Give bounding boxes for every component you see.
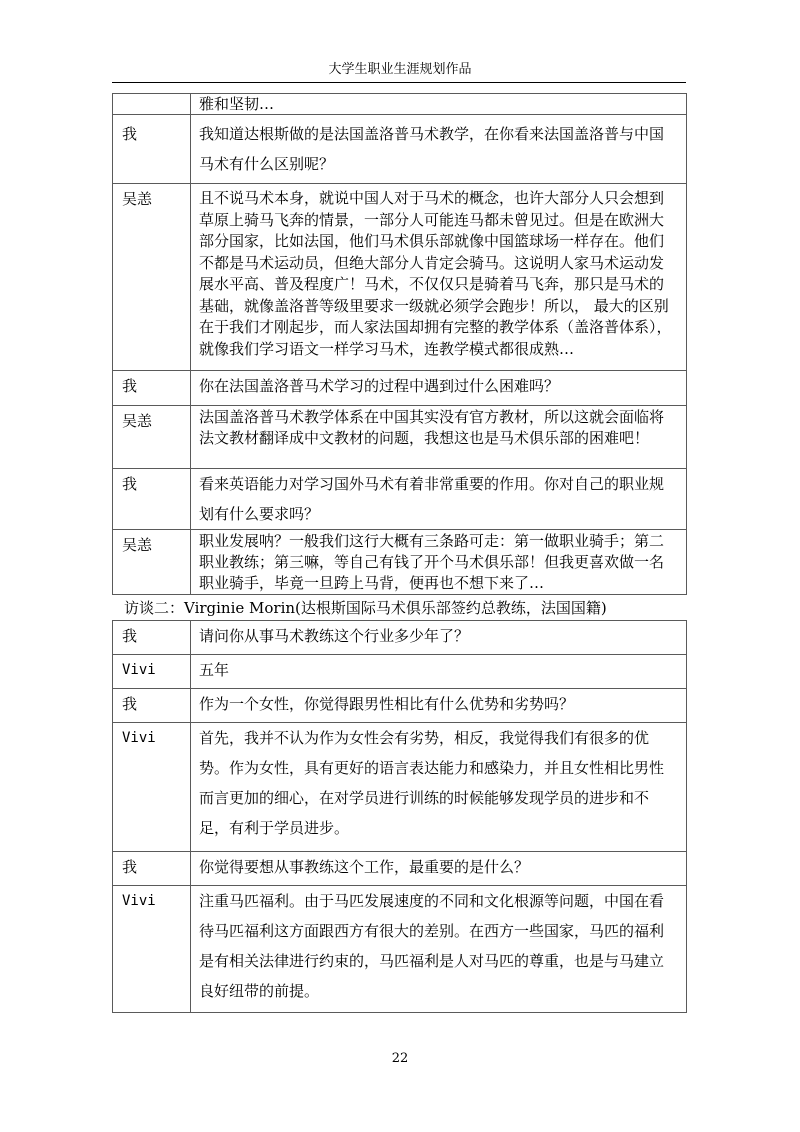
question-cell: 看来英语能力对学习国外马术有着非常重要的作用。你对自己的职业规划有什么要求吗？	[191, 469, 687, 530]
header-divider	[112, 82, 686, 83]
answer-cell: 法国盖洛普马术教学体系在中国其实没有官方教材，所以这就会面临将法文教材翻译成中文教材的问题，我想这也是马术俱乐部的困难吧！	[191, 406, 687, 469]
question-cell: 你觉得要想从事教练这个工作，最重要的是什么？	[191, 852, 687, 886]
speaker-cell: 我	[113, 621, 191, 655]
speaker-cell: Vivi	[113, 886, 191, 1013]
table-row	[113, 469, 687, 530]
answer-cell: 注重马匹福利。由于马匹发展速度的不同和文化根源等问题，中国在看待马匹福利这方面跟西方有很大的差别。在西方一些国家，马匹的福利是有相关法律进行约束的，马匹福利是人对马匹的尊重，也是与马建立良好纽带的前提。	[191, 886, 687, 1013]
answer-cell: 职业发展呐？一般我们这行大概有三条路可走：第一做职业骑手；第二职业教练；第三嘛，等自己有钱了开个马术俱乐部！但我更喜欢做一名职业骑手，毕竟一旦跨上马背，便再也不想下来了…	[191, 530, 687, 595]
page-number: 22	[391, 1051, 409, 1066]
table-row	[113, 184, 687, 371]
interview-caption: 访谈二：Virginie Morin(达根斯国际马术俱乐部签约总教练，法国国籍)	[124, 599, 607, 617]
question-cell: 你在法国盖洛普马术学习的过程中遇到过什么困难吗？	[191, 371, 687, 406]
table-row	[113, 406, 687, 469]
page-header-title: 大学生职业生涯规划作品	[328, 62, 472, 77]
table-row	[113, 723, 687, 852]
table-row	[113, 371, 687, 406]
answer-cell: 五年	[191, 655, 687, 689]
speaker-cell: 我	[113, 469, 191, 530]
speaker-cell: 吴恙	[113, 406, 191, 469]
speaker-cell: 吴恙	[113, 184, 191, 371]
table-row	[113, 621, 687, 655]
speaker-cell: 吴恙	[113, 530, 191, 595]
table-row	[113, 115, 687, 184]
table-row	[113, 94, 687, 115]
speaker-cell: 我	[113, 852, 191, 886]
table-row	[113, 530, 687, 595]
speaker-cell: Vivi	[113, 655, 191, 689]
answer-cell: 首先，我并不认为作为女性会有劣势，相反，我觉得我们有很多的优势。作为女性，具有更好的语言表达能力和感染力，并且女性相比男性而言更加的细心，在对学员进行训练的时候能够发现学员的进步和不足，有利于学员进步。	[191, 723, 687, 852]
speaker-cell: Vivi	[113, 723, 191, 852]
table-row	[113, 689, 687, 723]
speaker-cell: 我	[113, 689, 191, 723]
question-cell: 作为一个女性，你觉得跟男性相比有什么优势和劣势吗？	[191, 689, 687, 723]
interview-table-2	[112, 620, 687, 1013]
speaker-cell: 我	[113, 371, 191, 406]
answer-cell: 雅和坚韧…	[191, 94, 687, 115]
answer-cell: 且不说马术本身，就说中国人对于马术的概念，也许大部分人只会想到草原上骑马飞奔的情景，一部分人可能连马都未曾见过。但是在欧洲大部分国家，比如法国，他们马术俱乐部就像中国篮球场一样存在。他们不都是马术运动员，但绝大部分人肯定会骑马。这说明人家马术运动发展水平高、普及程度广！马术，不仅仅只是骑着马飞奔，那只是马术的基础，就像盖洛普等级里要求一级就必须学会跑步！所以， 最大的区别在于我们才刚起步，而人家法国却拥有完整的教学体系（盖洛普体系），就像我们学习语文一样学习马术，连教学模式都很成熟…	[191, 184, 687, 371]
table-row	[113, 655, 687, 689]
speaker-cell	[113, 94, 191, 115]
question-cell: 请问你从事马术教练这个行业多少年了？	[191, 621, 687, 655]
table-row	[113, 852, 687, 886]
interview-table-1	[112, 93, 687, 595]
table-row	[113, 886, 687, 1013]
speaker-cell: 我	[113, 115, 191, 184]
question-cell: 我知道达根斯做的是法国盖洛普马术教学，在你看来法国盖洛普与中国马术有什么区别呢？	[191, 115, 687, 184]
